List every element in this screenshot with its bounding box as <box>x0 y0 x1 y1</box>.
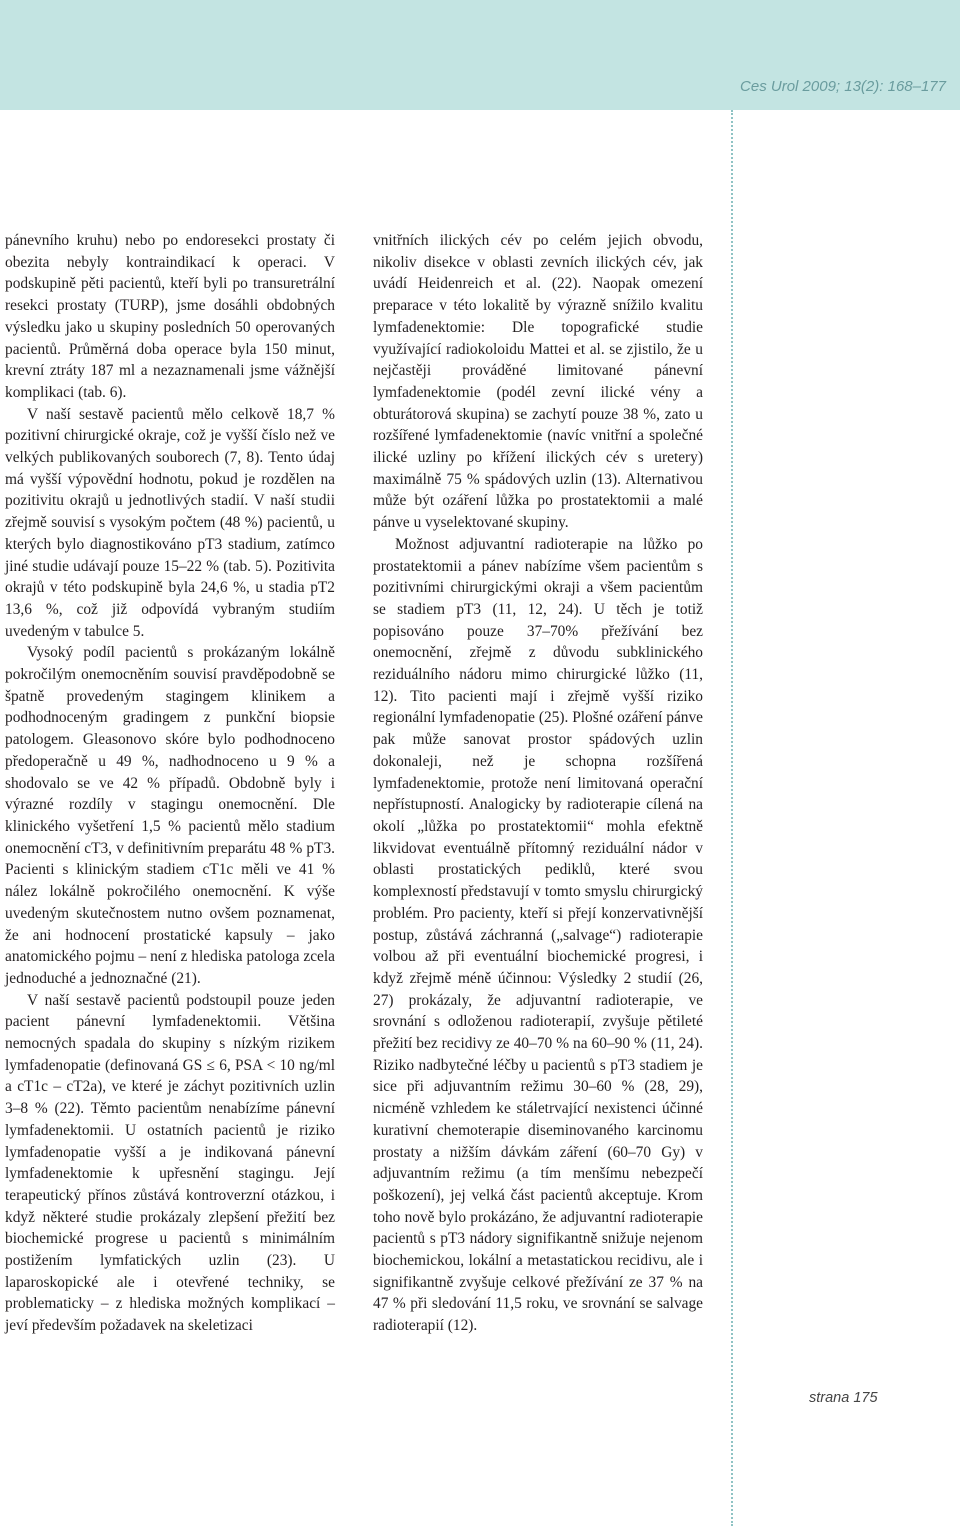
paragraph: V naší sestavě pacientů podstoupil pouze jeden pacient pánevní lymfadenektomii. Většina nemocných spadala do skupiny s nízkým rizikem lymfadenopatie (definovaná GS ≤ 6, PSA < 10 ng/ml a cT1c – cT2a), ve které je záchyt pozitivních uzlin 3–8 % (22). Těmto pacientům nenabízíme pánevní lymfadenektomii. U ostatních pacientů je riziko lymfadenopatie vyšší a je indikovaná pánevní lymfadenektomie k upřesnění stagingu. Její terapeutický přínos zůstává kontroverzní otázkou, i když některé studie prokázaly zlepšení přežití bez biochemické progrese u pacientů s minimálním postižením lymfatických uzlin (23). U laparoskopické ale i otevřené techniky, se problematicky – z hlediska možných komplikací – jeví především požadavek na skeletizaci <box>5 991 335 1335</box>
left-column <box>5 230 335 1337</box>
right-column <box>373 230 703 1337</box>
paragraph: vnitřních ilických cév po celém jejich obvodu, nikoliv disekce v oblasti zevních ilických cév, jak uvádí Heidenreich et al. (22). Naopak omezení preparace v této lokalitě by výrazně snížilo kvalitu lymfadenektomie: Dle topografické studie využívající radiokoloidu Mattei et al. se zjistilo, že u nejčastěji prováděné limitované pánevní lymfadenektomie (podél zevní ilické vény a obturátorová skupina) se zachytí pouze 38 %, zato u rozšířené lymfadenektomie (navíc vnitřní a společné ilické uzliny po křížení ilických cév s uretery) maximálně 75 % spádových uzlin (13). Alternativou může být ozáření lůžka po prostatektomii a malé pánve u vyselektované skupiny. <box>373 232 703 532</box>
page-number: strana 175 <box>809 1390 878 1406</box>
paragraph: Možnost adjuvantní radioterapie na lůžko po prostatektomii a pánev nabízíme všem pacientům s pozitivními chirurgickými okraji a všem pacientům se stadiem pT3 (11, 12, 24). U těch je totiž popisováno pouze 37–70% přežívání bez onemocnění, zřejmě z důvodu subklinického reziduálního nádoru mimo chirurgické lůžko (11, 12). Tito pacienti mají i zřejmě vyšší riziko regionální lymfadenopatie (25). Plošné ozáření pánve pak může sanovat prostor spádových uzlin dokonaleji, než je schopna rozšířená lymfadenektomie, protože není limitovaná operační nepřístupností. Analogicky by radioterapie cílená na okolí „lůžka po prostatektomii“ mohla efektně likvidovat eventuálně přítomný reziduální nádor v oblasti prostatických pediklů, které svou komplexností představují v tomto smyslu chirurgický problém. Pro pacienty, kteří si přejí konzervativnější postup, zůstává záchranná („salvage“) radioterapie volbou až při eventuální biochemické progresi, i když zřejmě méně účinnou: Výsledky 2 studií (26, 27) prokázaly, že adjuvantní radioterapie, ve srovnání s odloženou radioterapií, zvyšuje pětileté přežití bez recidivy ze 40–70 % na 60–90 % (11, 24). Riziko nadbytečné léčby u pacientů s pT3 stadiem je sice při adjuvantním režimu 30–60 % (28, 29), nicméně vzhledem ke stáletrvající nexistenci účinné kurativní chemoterapie diseminovaného karcinomu prostaty a nižším dávkám záření (60–70 Gy) v adjuvantním režimu (a tím menšímu nebezpečí poškození), jej velká část pacientů akceptuje. Krom toho nově bylo prokázáno, že adjuvantní radioterapie pacientů s pT3 nádory signifikantně snižuje nejenom biochemickou, lokální a metastatickou recidivu, ale i signifikantně zvyšuje celkové přežívání ze 37 % na 47 % při sledování 11,5 roku, ve srovnání se salvage radioterapií (12). <box>373 535 703 1335</box>
paragraph: Vysoký podíl pacientů s prokázaným lokálně pokročilým onemocněním souvisí pravděpodobně se špatně provedeným stagingem klinikem a podhodnoceným gradingem z punkční biopsie patologem. Gleasonovo skóre bylo podhodnoceno předoperačně u 49 %, nadhodnoceno u 9 % a shodovalo se ve 42 % případů. Obdobně byly i výrazné rozdíly v stagingu onemocnění. Dle klinického vyšetření 1,5 % pacientů mělo stadium onemocnění cT3, v definitivním preparátu 48 % pT3. Pacienti s klinickým stadiem cT1c měli ve 41 % nález lokálně pokročilého onemocnění. K výše uvedeným skutečnostem nutno ovšem poznamenat, že ani hodnocení prostatické kapsuly – jako anatomického pojmu – není z hlediska patologa zcela jednoduché a jednoznačné (21). <box>5 644 335 987</box>
paragraph: V naší sestavě pacientů mělo celkově 18,7 % pozitivní chirurgické okraje, což je vyšší číslo než ve velkých publikovaných souborech (7, 8). Tento údaj má vyšší výpovědní hodnotu, pokud je rozdělen na pozitivitu okrajů u jednotlivých stadií. V naší studii zřejmě souvisí s vysokým počtem (48 %) pacientů, u kterých bylo diagnostikováno pT3 stadium, zatímco jiné studie udávají pouze 15–22 % (tab. 5). Pozitivita okrajů v této podskupině byla 24,6 %, u stadia pT2 13,6 %, což již odpovídá vybraným studiím uvedeným v tabulce 5. <box>5 405 335 640</box>
paragraph: pánevního kruhu) nebo po endoresekci prostaty či obezita nebyly kontraindikací k operaci. V podskupině pěti pacientů, kteří byli po transuretrální resekci prostaty (TURP), jsme dosáhli obdobných výsledku jako u skupiny posledních 50 operovaných pacientů. Průměrná doba operace byla 150 minut, krevní ztráty 187 ml a nezaznamenali jsme vážnější komplikaci (tab. 6). <box>5 232 335 401</box>
dotted-divider <box>731 110 733 1526</box>
journal-reference: Ces Urol 2009; 13(2): 168–177 <box>740 78 946 95</box>
